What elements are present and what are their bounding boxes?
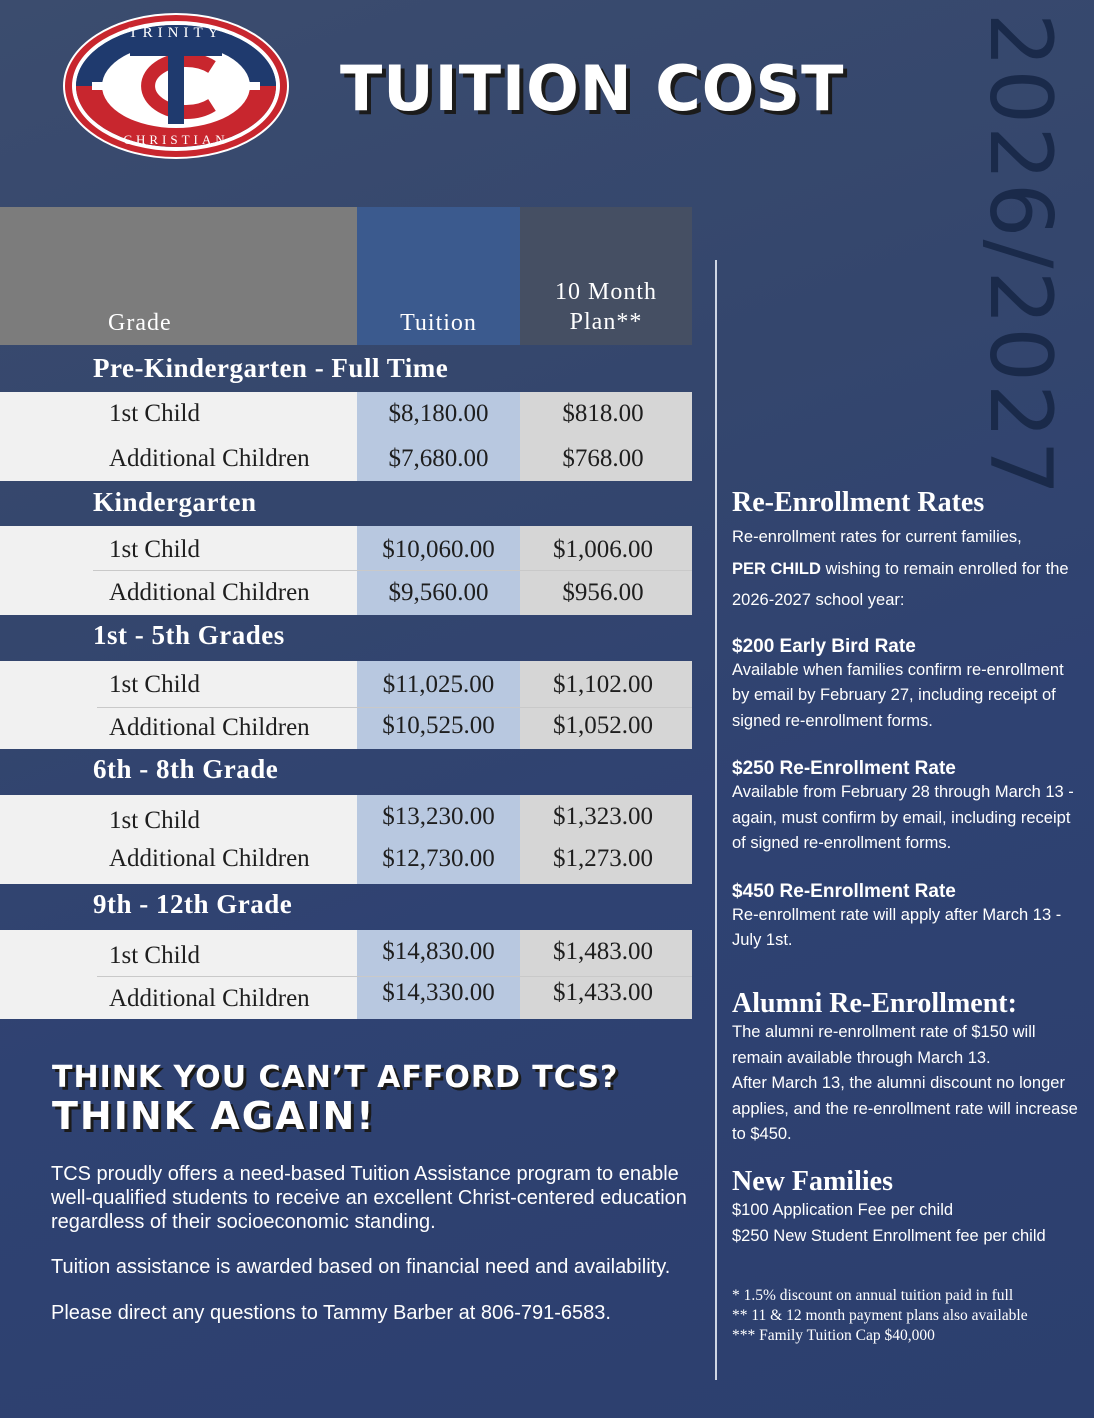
new-families-line-2: $250 New Student Enrollment fee per child [732, 1226, 1046, 1245]
tuition-value: $13,230.00 [382, 803, 495, 830]
alumni-text-2: After March 13, the alumni discount no longer applies, and the re-enrollment rate will increase to $450. [732, 1074, 1078, 1143]
tuition-value: $7,680.00 [388, 445, 489, 472]
page-title: TUITION COST [340, 52, 845, 125]
plan-value: $818.00 [562, 400, 644, 427]
table-row [97, 707, 692, 752]
alumni-text-1: The alumni re-enrollment rate of $150 will remain available through March 13. [732, 1023, 1036, 1067]
plan-value: $1,323.00 [553, 803, 653, 830]
header-plan-label [520, 277, 692, 337]
alumni-heading: Alumni Re-Enrollment: [732, 988, 1017, 1019]
header-tuition-label: Tuition [400, 310, 477, 336]
reenrollment-section [732, 487, 1082, 954]
row-label: Additional Children [109, 579, 310, 606]
new-families-heading: New Families [732, 1166, 893, 1197]
block-9th-12th [0, 930, 692, 1019]
tuition-value: $8,180.00 [388, 400, 489, 427]
early-bird-text: Available when families confirm re-enrollment by email by February 27, including receipt of signed re-enrollment forms. [732, 660, 1064, 730]
row-label: 1st Child [109, 942, 200, 969]
reenrollment-heading: Re-Enrollment Rates [732, 487, 985, 518]
rate-250-text: Available from February 28 through March 13 - again, must confirm by email, including receipt of signed re-enrollment forms. [732, 783, 1074, 852]
block-6th-8th [0, 795, 692, 884]
plan-value: $1,273.00 [553, 845, 653, 872]
table-row [93, 570, 692, 615]
footnote-1: * 1.5% discount on annual tuition paid in full [732, 1287, 1014, 1304]
footnote-3: *** Family Tuition Cap $40,000 [732, 1327, 935, 1344]
new-families-section [732, 1166, 1082, 1249]
rate-250-title: $250 Re-Enrollment Rate [732, 758, 956, 779]
tuition-value: $9,560.00 [388, 579, 489, 606]
logo-bottom-text: CHRISTIAN [123, 132, 229, 147]
table-row [0, 663, 692, 707]
header-grade-label: Grade [108, 310, 172, 336]
tuition-value: $12,730.00 [382, 845, 495, 872]
row-label: Additional Children [109, 845, 310, 872]
logo-top-text: TRINITY [128, 25, 224, 41]
tuition-value: $11,025.00 [382, 671, 495, 698]
assistance-paragraph-1: TCS proudly offers a need-based Tuition Assistance program to enable well-qualified students to receive an excellent Christ-centered education regardless of their socioeconomic standing. [51, 1163, 687, 1233]
new-families-line-1: $100 Application Fee per child [732, 1201, 954, 1219]
plan-value: $768.00 [562, 445, 644, 472]
table-header [0, 207, 692, 345]
footnote-2: ** 11 & 12 month payment plans also available [732, 1307, 1028, 1324]
afford-headline: THINK YOU CAN’T AFFORD TCS? [52, 1060, 619, 1095]
plan-value: $1,052.00 [553, 712, 653, 739]
assistance-paragraph-2: Tuition assistance is awarded based on financial need and availability. [51, 1256, 671, 1278]
year-container [960, 12, 1080, 498]
reenrollment-intro-3: 2026-2027 school year: [732, 591, 905, 609]
section-6th-8th: 6th - 8th Grade [93, 754, 279, 784]
block-prek [0, 392, 692, 481]
plan-value: $956.00 [562, 579, 644, 606]
table-row [0, 392, 692, 436]
section-kindergarten: Kindergarten [93, 487, 257, 517]
row-label: Additional Children [109, 985, 310, 1012]
per-child-bold: PER CHILD [732, 559, 821, 578]
plan-value: $1,006.00 [553, 536, 653, 563]
think-again-headline: THINK AGAIN! [52, 1094, 376, 1138]
header-plan [520, 207, 692, 345]
tuition-value: $14,330.00 [382, 979, 495, 1006]
rate-450-text: Re-enrollment rate will apply after March 13 - July 1st. [732, 905, 1062, 949]
header-plan-line1: 10 Month [554, 279, 657, 305]
column-divider [715, 260, 717, 1380]
alumni-section [732, 988, 1082, 1148]
assistance-contact: Please direct any questions to Tammy Barber at 806-791-6583. [51, 1302, 611, 1324]
plan-value: $1,483.00 [553, 938, 653, 965]
rate-450-title: $450 Re-Enrollment Rate [732, 880, 956, 902]
tuition-value: $10,060.00 [382, 536, 495, 563]
block-1st-5th [0, 661, 692, 749]
row-label: Additional Children [109, 445, 310, 472]
school-year: 2026/2027 [970, 12, 1070, 498]
row-label: 1st Child [109, 807, 200, 834]
section-prek: Pre-Kindergarten - Full Time [93, 353, 449, 383]
tuition-value: $14,830.00 [382, 938, 495, 965]
table-row [0, 437, 692, 481]
row-label: 1st Child [109, 671, 200, 698]
block-kindergarten [0, 526, 692, 615]
section-9th-12th: 9th - 12th Grade [93, 889, 293, 919]
row-label: 1st Child [109, 400, 200, 427]
header-tuition [357, 207, 520, 345]
table-row [0, 837, 692, 881]
reenrollment-intro [732, 525, 1082, 551]
header-plan-line2: Plan** [569, 309, 643, 335]
trinity-christian-logo [62, 12, 290, 160]
early-bird-title: $200 Early Bird Rate [732, 635, 916, 657]
footnotes [732, 1286, 1092, 1346]
intro-line-2: wishing to remain enrolled for the [820, 559, 1069, 578]
table-row [0, 528, 692, 572]
reenrollment-intro-2 [732, 557, 1082, 583]
intro-line-1: Re-enrollment rates for current families, [732, 528, 1022, 546]
row-label: 1st Child [109, 536, 200, 563]
plan-value: $1,433.00 [553, 979, 653, 1006]
header-grade [0, 207, 357, 345]
plan-value: $1,102.00 [553, 671, 653, 698]
section-1st-5th: 1st - 5th Grades [93, 620, 285, 650]
table-row [97, 976, 692, 1021]
tuition-value: $10,525.00 [382, 712, 495, 739]
row-label: Additional Children [109, 714, 310, 741]
